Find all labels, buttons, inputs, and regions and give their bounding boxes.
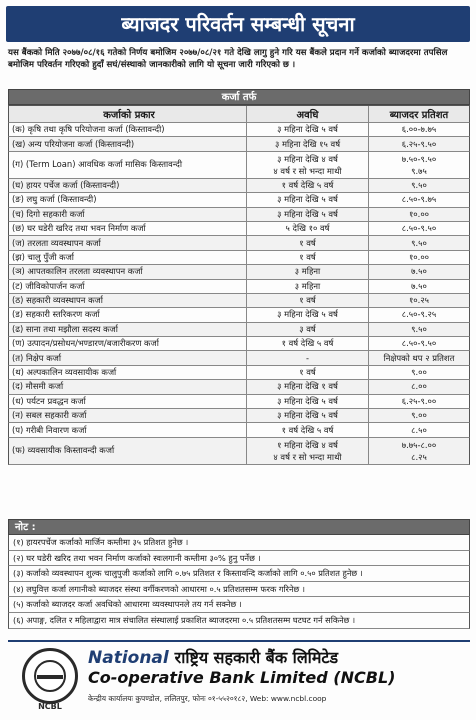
period-cell [247, 438, 369, 464]
table-row [8, 423, 470, 437]
loan-type-cell: (च) दिगो सहकारी कर्जा [9, 208, 247, 221]
period-line: ३ महिना देखि ४ वर्ष [277, 153, 338, 164]
table-row [8, 179, 470, 193]
table-row [8, 308, 470, 322]
rate-cell: ८.५०-९.५० [401, 223, 437, 234]
rate-cell: ७.५० [411, 266, 427, 277]
rate-cell: ६.२५-९.०० [401, 395, 437, 406]
rate-cell [369, 438, 469, 464]
loan-type-cell: (ख) अन्य परियोजना कर्जा (किस्तावन्दी) [9, 137, 247, 150]
loan-type-cell: (ण) उत्पादन/प्रसोधन/भण्डारण/बजारीकरण कर्जा [9, 337, 247, 350]
loan-type-cell: (फ) व्यवसायीक किस्तावन्दी कर्जा [9, 438, 247, 464]
rate-cell: ८.५०-९.५० [401, 338, 437, 349]
loan-type-cell: (ग) (Term Loan) आवधिक कर्जा मासिक किस्तावन्दी [9, 152, 247, 178]
table-row [8, 280, 470, 294]
notice-title: ब्याजदर परिवर्तन सम्बन्धी सूचना [6, 6, 470, 42]
rate-cell: ९.५० [411, 237, 427, 248]
logo-bar [37, 675, 63, 679]
loan-type-cell: (ड) सहकारी स्तरिकरण कर्जा [9, 308, 247, 321]
table-row [8, 193, 470, 207]
rate-cell: ६.२५-९.५० [401, 138, 437, 149]
period-cell: ५ देखि १० वर्ष [247, 222, 369, 235]
table-row [8, 251, 470, 265]
period-cell: १ वर्ष देखि ५ वर्ष [247, 179, 369, 192]
section-title: कर्जा तर्फ [8, 89, 470, 105]
logo-text: NCBL [38, 702, 62, 711]
loan-type-cell: (क) कृषि तथा कृषि परियोजना कर्जा (किस्तावन्दी) [9, 123, 247, 136]
rate-cell: ९.५० [411, 179, 427, 190]
rate-cell: १०.२५ [408, 295, 430, 306]
loan-type-cell: (ञ) आपतकालिन तरलता व्यवस्थापन कर्जा [9, 265, 247, 278]
rate-cell [369, 152, 469, 178]
loan-type-cell: (द) मौसमी कर्जा [9, 380, 247, 393]
notes-title: नोट : [8, 519, 470, 535]
interest-rate-table [8, 89, 470, 465]
rate-line: ९.७५ [411, 165, 427, 176]
table-row [8, 395, 470, 409]
bank-contact: केन्द्रीय कार्यालयः कुपण्डोल, ललितपुर, फोनः ०१-५५२०१८२, Web: www.ncbl.coop [88, 694, 327, 703]
loan-type-cell: (थ) अल्पकालिन व्यवसायीक कर्जा [9, 366, 247, 379]
table-row [8, 265, 470, 279]
bank-name-nepali [88, 646, 338, 668]
period-cell: ३ महिना देखि १५ वर्ष [247, 137, 369, 150]
period-cell: ३ महिना देखि ५ वर्ष [247, 123, 369, 136]
note-item: (५) कर्जाको ब्याजदर कर्जा अवधिको आधारमा व्यवस्थापनले तय गर्न सक्नेछ । [8, 597, 470, 613]
period-cell: १ वर्ष [247, 251, 369, 264]
note-item: (३) कर्जाको व्यवस्थापन शुल्क चालुपुजी कर्जाको लागि ०.७५ प्रतिशत र किस्तावन्दि कर्जाको लागि ०.५० प्रतिशत हुनेछ । [8, 566, 470, 582]
period-line: ४ वर्ष र सो भन्दा माथी [273, 165, 342, 176]
loan-type-cell: (त) निक्षेप कर्जा [9, 351, 247, 364]
table-row [8, 236, 470, 250]
loan-type-cell: (ध) पर्यटन प्रवद्धन कर्जा [9, 395, 247, 408]
loan-type-cell: (न) सबल सहकारी कर्जा [9, 409, 247, 422]
period-cell: १ वर्ष [247, 236, 369, 249]
note-item: (६) अपाङ्ग, दलित र महिलाद्वारा मात्र संचालित संस्थालाई प्रकाशित ब्याजदरमा ०.५ प्रतिशतसम्म घटघट गर्न सकिनेछ । [8, 613, 470, 629]
rate-cell: १०.०० [408, 208, 430, 219]
table-row [8, 152, 470, 179]
rate-cell: ८.५०-९.७५ [401, 194, 437, 205]
period-cell [247, 152, 369, 178]
period-cell: ३ महिना [247, 280, 369, 293]
loan-type-cell: (ज) तरलता व्यवस्थापन कर्जा [9, 236, 247, 249]
period-cell: ३ महिना देखि ५ वर्ष [247, 308, 369, 321]
period-cell: ३ महिना देखि ५ वर्ष [247, 395, 369, 408]
loan-type-cell: (झ) चालु पुँजी कर्जा [9, 251, 247, 264]
rate-cell: ७.५० [411, 280, 427, 291]
loan-type-cell: (घ) हायर पर्चेज कर्जा (किस्तावन्दी) [9, 179, 247, 192]
period-cell: ३ महिना [247, 265, 369, 278]
period-cell: ३ महिना देखि ५ वर्ष [247, 409, 369, 422]
rate-cell: ८.५०-९.२५ [401, 309, 437, 320]
period-line: ४ वर्ष र सो भन्दा माथी [273, 451, 342, 462]
loan-type-cell: (ढ) साना तथा मझौला सदस्य कर्जा [9, 323, 247, 336]
bank-name-np-text: राष्ट्रिय सहकारी बैंक लिमिटेड [174, 648, 339, 667]
bank-name-prefix: National [88, 648, 169, 668]
note-item: (२) घर घडेरी खरिद तथा भवन निर्माण कर्जाको स्वःलगानी कम्तीमा ३०% हुनु पर्नेछ । [8, 551, 470, 567]
table-body [8, 123, 470, 465]
table-row [8, 438, 470, 465]
rate-cell: १०.०० [408, 251, 430, 262]
loan-type-cell: (प) गरीबी निवारण कर्जा [9, 423, 247, 436]
period-cell: ३ महिना देखि ५ वर्ष [247, 193, 369, 206]
table-row [8, 337, 470, 351]
loan-type-cell: (छ) घर घडेरी खरिद तथा भवन निर्माण कर्जा [9, 222, 247, 235]
loan-type-cell: (ठ) सहकारी व्यवस्थापन कर्जा [9, 294, 247, 307]
table-row [8, 294, 470, 308]
period-cell: १ वर्ष [247, 366, 369, 379]
period-cell: १ वर्ष देखि ५ वर्ष [247, 337, 369, 350]
rate-cell: ९.०० [411, 367, 427, 378]
rate-cell: ८.०० [411, 381, 427, 392]
bank-name-english: Co-operative Bank Limited (NCBL) [88, 668, 396, 687]
header-rate: ब्याजदर प्रतिशत [389, 110, 449, 121]
rate-cell: ९.५० [411, 323, 427, 334]
table-row [8, 137, 470, 151]
note-item: (४) लघुवित्त कर्जा लगानीको ब्याजदर संस्था वर्गीकरणको आधारमा ०.५ प्रतिशतसम्म फरक गरिनेछ । [8, 582, 470, 598]
notice-intro: यस बैंकको मिति २०७७/०८/१६ गतेको निर्णय बमोजिम २०७७/०८/२१ गते देखि लागु हुने गरि यस बैंकले प्रदान गर्ने कर्जाको ब्याजदरमा तपसिल बमोजिम परिवर्तन गरिएकाे हुदाँ सघं/संस्थाको जानकारीको लागि यो सूचना जारी गरिएको छ । [8, 48, 448, 71]
bank-footer [8, 640, 470, 714]
table-row [8, 208, 470, 222]
header-loan-type: कर्जाको प्रकार [9, 106, 247, 122]
rate-line: ७.७५-८.०० [401, 439, 437, 450]
notes-list [8, 535, 470, 629]
notes-section [8, 519, 470, 629]
period-line: १ महिना देखि ४ वर्ष [277, 439, 338, 450]
table-row [8, 351, 470, 365]
period-cell: ३ वर्ष [247, 323, 369, 336]
header-period: अवधि [247, 106, 369, 122]
loan-type-cell: (ङ) लघु कर्जा (किस्तावन्दी) [9, 193, 247, 206]
rate-line: ८.२५ [411, 451, 427, 462]
rate-cell: ६.००-७.७५ [401, 124, 437, 135]
table-row [8, 222, 470, 236]
table-row [8, 366, 470, 380]
period-cell: - [247, 351, 369, 364]
period-cell: १ वर्ष देखि ५ वर्ष [247, 423, 369, 436]
table-row [8, 123, 470, 137]
period-cell: ३ महिना देखि ५ वर्ष [247, 208, 369, 221]
loan-type-cell: (ट) जीविकोपार्जन कर्जा [9, 280, 247, 293]
period-cell: १ वर्ष [247, 294, 369, 307]
rate-cell: निक्षेपको थप २ प्रतिशत [383, 352, 455, 363]
rate-line: ७.५०-९.५० [401, 153, 437, 164]
table-row [8, 323, 470, 337]
period-cell: ३ महिना देखि १ वर्ष [247, 380, 369, 393]
rate-cell: ८.५० [411, 424, 427, 435]
table-row [8, 380, 470, 394]
note-item: (१) हायरपर्चेज कर्जाको मार्जिन कम्तीमा ३५ प्रतिशत हुनेछ । [8, 535, 470, 551]
bank-logo-icon [22, 648, 78, 704]
table-row [8, 409, 470, 423]
table-header-row [8, 105, 470, 123]
rate-cell: ९.०० [411, 410, 427, 421]
